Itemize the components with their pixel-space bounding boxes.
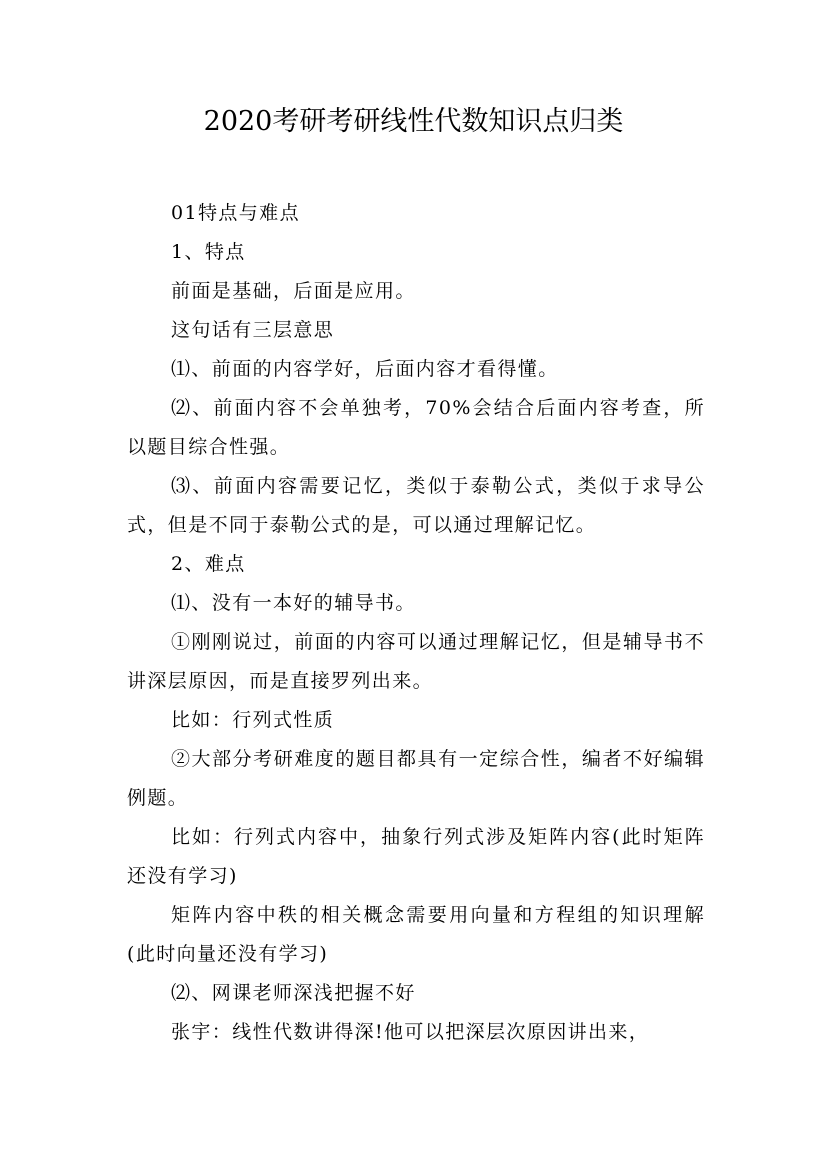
list-item: ②大部分考研难度的题目都具有一定综合性，编者不好编辑例题。 <box>127 748 705 809</box>
section-heading: 01特点与难点 <box>171 202 300 224</box>
subsection-heading: 1、特点 <box>171 241 246 263</box>
document-body <box>127 194 705 1052</box>
paragraph: 前面是基础，后面是应用。 <box>171 280 416 302</box>
list-item: ⑴、前面的内容学好，后面内容才看得懂。 <box>171 358 559 380</box>
paragraph: 张宇：线性代数讲得深!他可以把深层次原因讲出来， <box>171 1021 650 1043</box>
paragraph: 比如：行列式性质 <box>171 709 335 731</box>
paragraph: 这句话有三层意思 <box>171 319 335 341</box>
list-item: ⑴、没有一本好的辅导书。 <box>171 592 416 614</box>
paragraph: 比如：行列式内容中，抽象行列式涉及矩阵内容(此时矩阵还没有学习) <box>127 826 705 887</box>
list-item: ①刚刚说过，前面的内容可以通过理解记忆，但是辅导书不讲深层原因，而是直接罗列出来。 <box>127 631 705 692</box>
document-title: 2020考研考研线性代数知识点归类 <box>203 106 624 137</box>
list-item: ⑵、网课老师深浅把握不好 <box>171 982 416 1004</box>
subsection-heading: 2、难点 <box>171 553 246 575</box>
paragraph: 矩阵内容中秩的相关概念需要用向量和方程组的知识理解(此时向量还没有学习) <box>127 904 705 965</box>
list-item: ⑵、前面内容不会单独考，70%会结合后面内容考查，所以题目综合性强。 <box>127 397 705 458</box>
list-item: ⑶、前面内容需要记忆，类似于泰勒公式，类似于求导公式，但是不同于泰勒公式的是，可以通过理解记忆。 <box>127 475 705 536</box>
